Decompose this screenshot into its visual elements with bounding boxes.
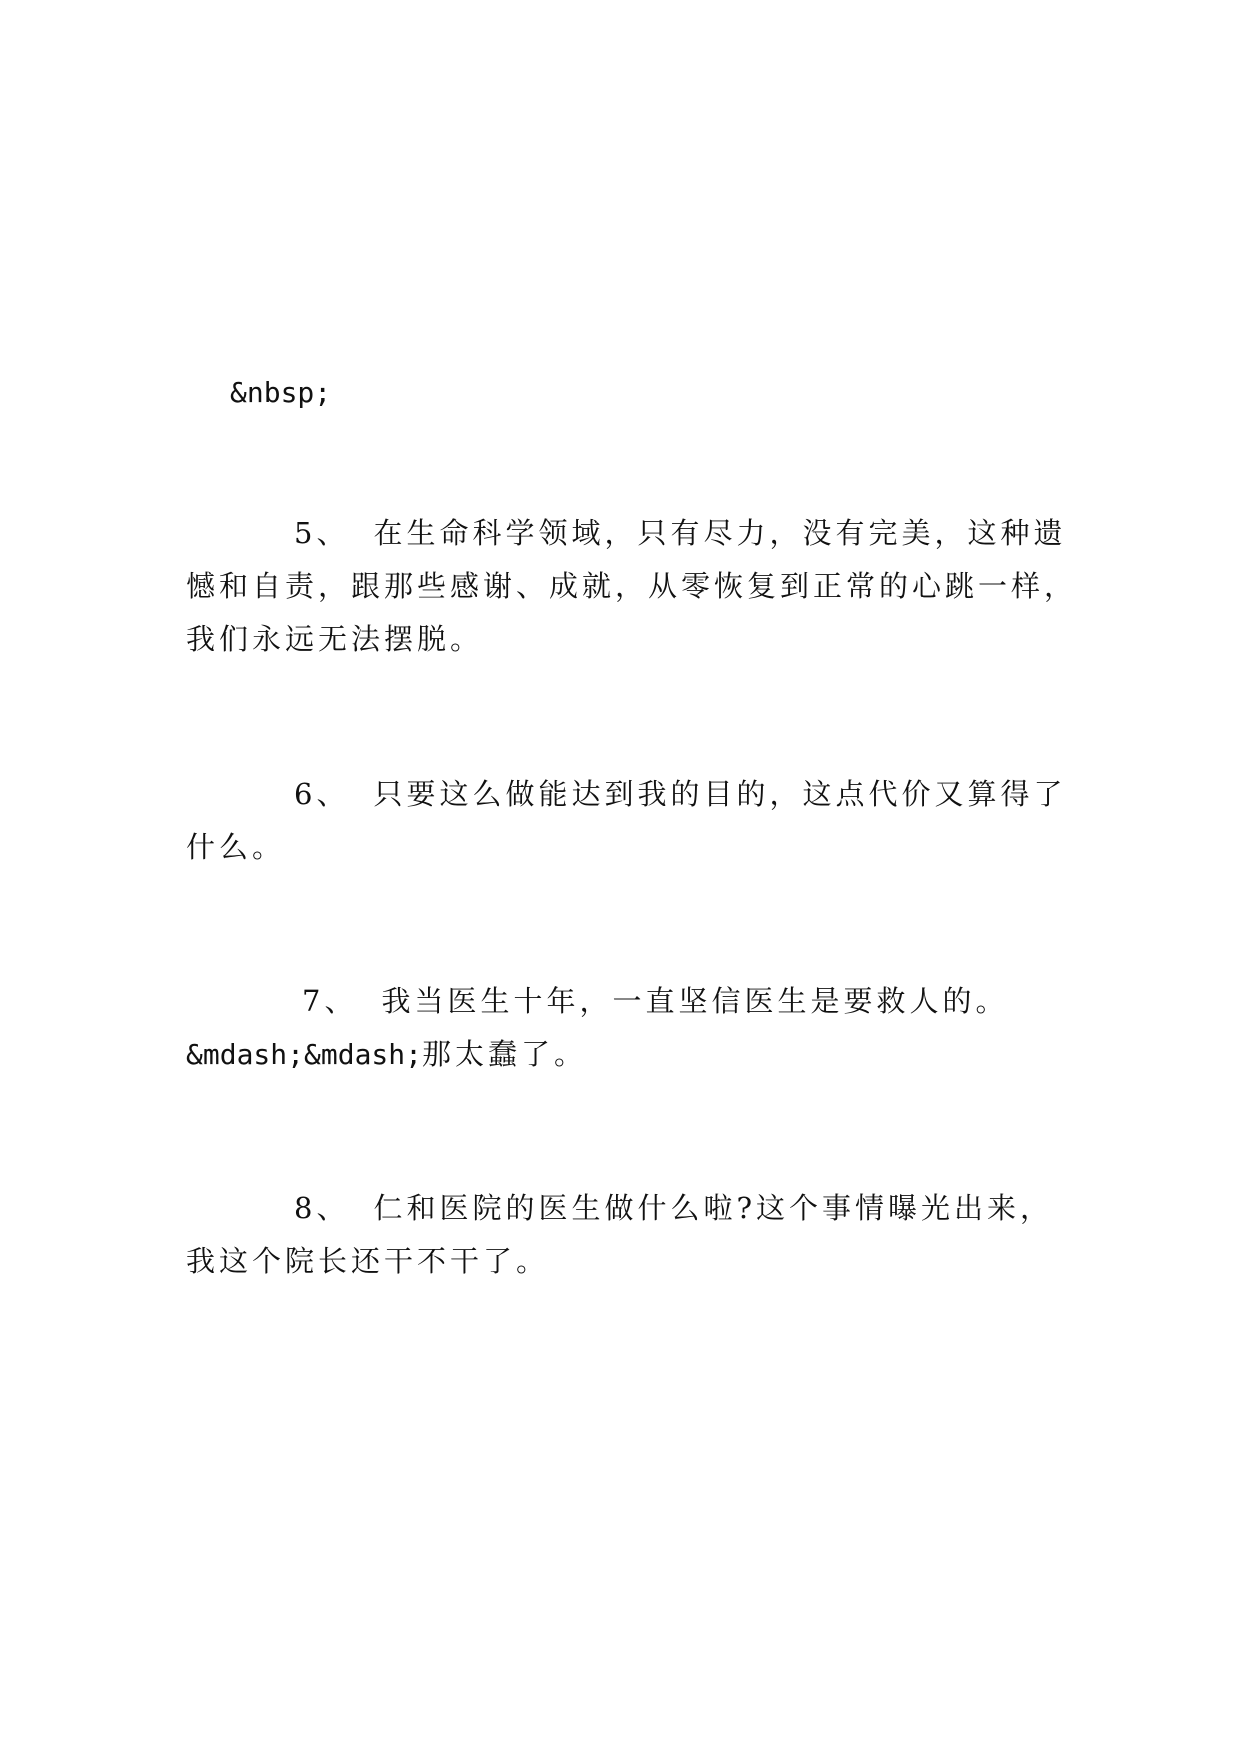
item-8-number: 8、 — [294, 1191, 350, 1225]
nbsp-text: &nbsp; — [230, 376, 332, 409]
item-7-line-1 — [186, 972, 1182, 1030]
item-6-text-1: 只要这么做能达到我的目的，这点代价又算得了 — [373, 777, 1067, 811]
item-7-mdash-prefix: &mdash;&mdash; — [186, 1038, 423, 1071]
item-7-text-1: 我当医生十年，一直坚信医生是要救人的。 — [381, 984, 1009, 1018]
item-6-line-2: 什么。 — [186, 830, 286, 864]
item-5-line-1 — [186, 504, 1174, 562]
item-6-number: 6、 — [294, 777, 350, 811]
item-7-line-2 — [186, 1025, 1066, 1084]
item-7-text-2: 那太蠢了。 — [422, 1037, 588, 1071]
item-6-line-1 — [186, 765, 1174, 823]
item-5-number: 5、 — [294, 516, 350, 550]
item-8-line-2: 我这个院长还干不干了。 — [186, 1244, 550, 1278]
item-7-number: 7、 — [302, 984, 358, 1018]
item-5-line-3: 我们永远无法摆脱。 — [186, 622, 484, 656]
item-8-text-1: 仁和医院的医生做什么啦?这个事情曝光出来， — [373, 1191, 1054, 1225]
item-5-line-2: 憾和自责，跟那些感谢、成就，从零恢复到正常的心跳一样， — [186, 569, 1078, 603]
item-5-text-1: 在生命科学领域，只有尽力，没有完美，这种遗 — [373, 516, 1067, 550]
item-8-line-1 — [186, 1179, 1174, 1237]
